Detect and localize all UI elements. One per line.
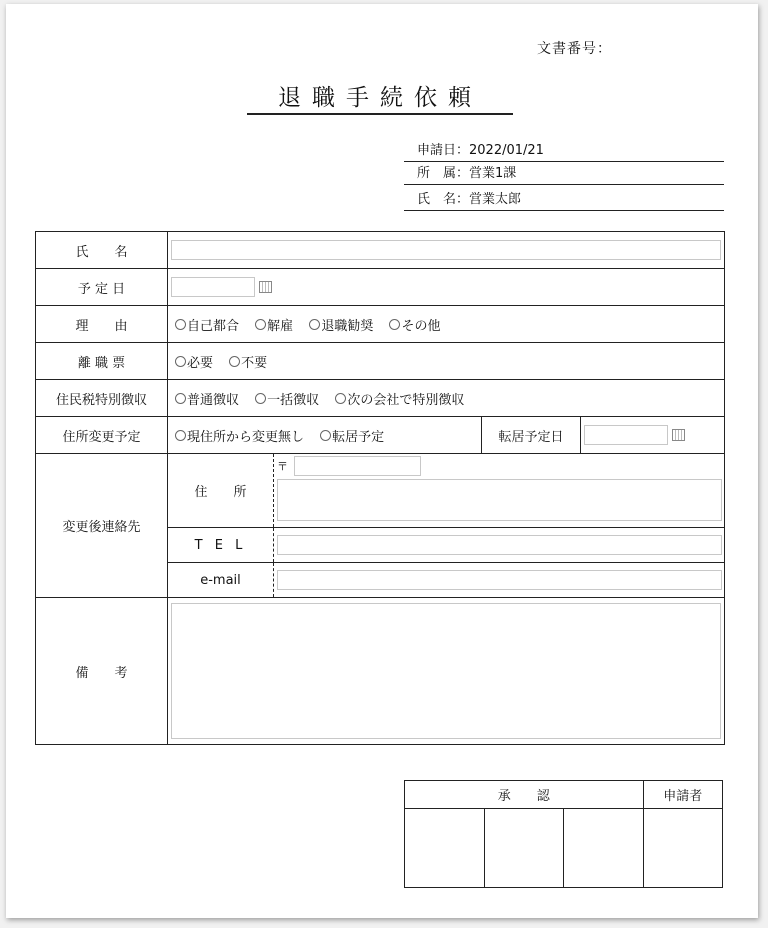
reason-option-other[interactable]: その他 bbox=[389, 315, 440, 334]
move-date-input[interactable] bbox=[584, 425, 668, 445]
radio-icon bbox=[175, 356, 186, 367]
radio-icon bbox=[175, 319, 186, 330]
apply-date-value: 2022/01/21 bbox=[469, 143, 544, 158]
radio-icon bbox=[255, 393, 266, 404]
radio-icon bbox=[389, 319, 400, 330]
tax-label: 住民税特別徴収 bbox=[36, 380, 168, 417]
dept-label: 所 属： bbox=[417, 166, 470, 181]
approval-stamp-box bbox=[405, 809, 485, 888]
approval-label: 承 認 bbox=[405, 781, 644, 809]
tel-input[interactable] bbox=[277, 535, 722, 555]
calendar-icon[interactable] bbox=[672, 429, 685, 441]
name-label: 氏 名 bbox=[36, 232, 168, 269]
address-label: 住 所 bbox=[168, 454, 274, 528]
scheduled-date-label: 予 定 日 bbox=[36, 269, 168, 306]
address-option-no-change[interactable]: 現住所から変更無し bbox=[175, 426, 304, 445]
radio-icon bbox=[320, 430, 331, 441]
email-label: e-mail bbox=[168, 563, 274, 598]
apply-date-row bbox=[404, 141, 724, 162]
apply-date-label: 申請日： bbox=[417, 143, 470, 158]
tax-option-lump-sum[interactable]: 一括徴収 bbox=[255, 389, 319, 408]
applicant-name-value: 営業太郎 bbox=[469, 192, 522, 207]
approval-table bbox=[404, 780, 723, 888]
approval-stamp-box bbox=[484, 809, 564, 888]
applicant-stamp-label: 申請者 bbox=[643, 781, 723, 809]
reason-option-self[interactable]: 自己都合 bbox=[175, 315, 239, 334]
address-textarea[interactable] bbox=[277, 479, 722, 521]
calendar-icon[interactable] bbox=[259, 281, 272, 293]
radio-icon bbox=[175, 393, 186, 404]
applicant-stamp-box bbox=[643, 809, 723, 888]
separation-option-not-needed[interactable]: 不要 bbox=[229, 352, 267, 371]
document-sheet bbox=[6, 4, 758, 918]
resignation-form-table bbox=[35, 231, 725, 745]
separation-option-needed[interactable]: 必要 bbox=[175, 352, 213, 371]
move-date-label: 転居予定日 bbox=[482, 417, 581, 454]
tel-label: T E L bbox=[168, 528, 274, 563]
scheduled-date-input[interactable] bbox=[171, 277, 255, 297]
reason-option-recommended[interactable]: 退職勧奨 bbox=[309, 315, 373, 334]
radio-icon bbox=[229, 356, 240, 367]
remarks-label: 備 考 bbox=[36, 598, 168, 745]
postal-code-input[interactable] bbox=[294, 456, 421, 476]
applicant-name-row bbox=[404, 190, 724, 211]
approval-stamp-box bbox=[564, 809, 644, 888]
remarks-textarea[interactable] bbox=[171, 603, 721, 739]
name-input[interactable] bbox=[171, 240, 721, 260]
postal-mark: 〒 bbox=[277, 460, 288, 473]
address-option-moving[interactable]: 転居予定 bbox=[320, 426, 384, 445]
dept-row bbox=[404, 164, 724, 185]
contact-label: 変更後連絡先 bbox=[36, 454, 168, 598]
radio-icon bbox=[309, 319, 320, 330]
address-change-label: 住所変更予定 bbox=[36, 417, 168, 454]
dept-value: 営業1課 bbox=[469, 166, 517, 181]
reason-label: 理 由 bbox=[36, 306, 168, 343]
tax-option-next-company[interactable]: 次の会社で特別徴収 bbox=[335, 389, 464, 408]
separation-slip-label: 離 職 票 bbox=[36, 343, 168, 380]
radio-icon bbox=[175, 430, 186, 441]
radio-icon bbox=[335, 393, 346, 404]
tax-option-normal[interactable]: 普通徴収 bbox=[175, 389, 239, 408]
email-input[interactable] bbox=[277, 570, 722, 590]
applicant-name-label: 氏 名： bbox=[417, 192, 470, 207]
page-title: 退職手続依頼 bbox=[247, 79, 513, 115]
reason-option-dismissal[interactable]: 解雇 bbox=[255, 315, 293, 334]
doc-number-label: 文書番号： bbox=[537, 41, 612, 57]
radio-icon bbox=[255, 319, 266, 330]
